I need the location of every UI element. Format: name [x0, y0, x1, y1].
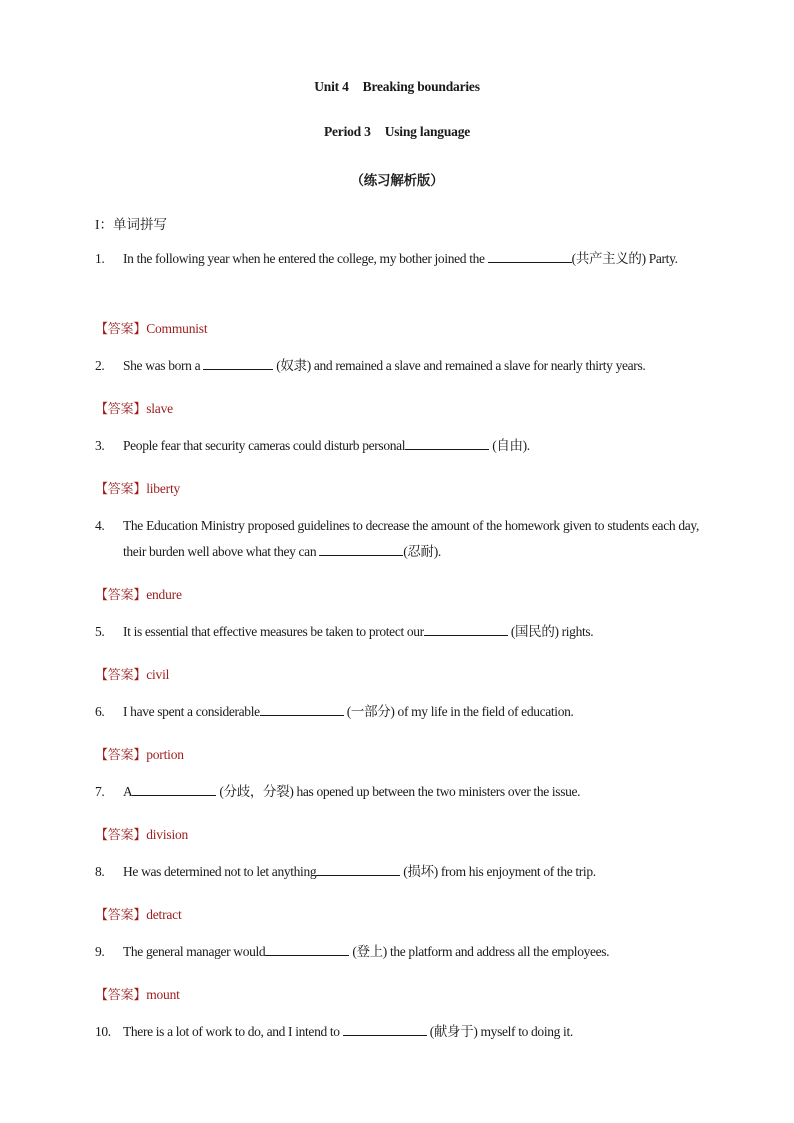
question-item [95, 939, 699, 965]
answer-blank [405, 437, 489, 450]
question-number: 3. [95, 438, 105, 453]
answer-line [95, 398, 173, 417]
question-number: 4. [95, 518, 105, 533]
answer-label: 【答案】 [95, 322, 147, 337]
answer-value: liberty [146, 481, 181, 496]
answer-line [95, 664, 169, 683]
question-number: 8. [95, 864, 105, 879]
answer-value: slave [146, 401, 173, 416]
answer-label: 【答案】 [95, 402, 147, 417]
answer-value: endure [146, 587, 182, 602]
question-text: People fear that security cameras could disturb personal (自由). [123, 438, 530, 453]
question-item [95, 779, 699, 805]
answer-label: 【答案】 [95, 988, 147, 1003]
question-number: 6. [95, 704, 105, 719]
question-number: 7. [95, 784, 105, 799]
answer-label: 【答案】 [95, 588, 147, 603]
unit-number: Unit 4 [314, 79, 349, 94]
answer-blank [343, 1023, 427, 1036]
question-text: In the following year when he entered the college, my bother joined the (共产主义的) Party. [123, 251, 678, 266]
question-text: The general manager would (登上) the platform and address all the employees. [123, 944, 610, 959]
question-text: He was determined not to let anything (损坏) from his enjoyment of the trip. [123, 864, 596, 879]
question-number: 10. [95, 1024, 111, 1039]
question-item [95, 513, 699, 565]
question-item [95, 699, 699, 725]
answer-blank [132, 783, 216, 796]
answer-line [95, 478, 180, 497]
period-number: Period 3 [323, 124, 371, 139]
unit-heading [0, 79, 794, 95]
answer-blank [203, 357, 273, 370]
question-item [95, 246, 699, 272]
question-item [95, 1019, 699, 1045]
question-item [95, 353, 699, 379]
section-title: I：单词拼写 [95, 217, 167, 232]
question-number: 9. [95, 944, 105, 959]
period-title: Using language [384, 124, 471, 139]
answer-line [95, 824, 188, 843]
period-heading [0, 124, 794, 140]
version-note: （练习解析版） [350, 173, 444, 188]
answer-line [95, 984, 180, 1003]
answer-value: mount [146, 987, 180, 1002]
question-text: She was born a (奴隶) and remained a slave and remained a slave for nearly thirty years. [123, 358, 646, 373]
answer-value: Communist [146, 321, 208, 336]
answer-blank [319, 543, 403, 556]
answer-blank [265, 943, 349, 956]
question-text: The Education Ministry proposed guidelines to decrease the amount of the homework given to students each day, their burden well above what they can (忍耐). [123, 518, 699, 559]
answer-line [95, 904, 182, 923]
answer-label: 【答案】 [95, 482, 147, 497]
question-item [95, 859, 699, 885]
answer-blank [424, 623, 508, 636]
question-text: I have spent a considerable (一部分) of my life in the field of education. [123, 704, 574, 719]
answer-label: 【答案】 [95, 668, 147, 683]
answer-value: detract [146, 907, 182, 922]
question-text: A (分歧，分裂) has opened up between the two ministers over the issue. [123, 784, 581, 799]
answer-value: civil [146, 667, 170, 682]
question-text: There is a lot of work to do, and I intend to (献身于) myself to doing it. [123, 1024, 573, 1039]
question-number: 1. [95, 251, 105, 266]
answer-line [95, 744, 184, 763]
answer-value: portion [146, 747, 184, 762]
unit-title: Breaking boundaries [362, 79, 480, 94]
answer-value: division [146, 827, 189, 842]
answer-blank [260, 703, 344, 716]
question-item [95, 433, 699, 459]
answer-line [95, 318, 207, 337]
answer-blank [488, 250, 572, 263]
question-item [95, 619, 699, 645]
question-text: It is essential that effective measures be taken to protect our (国民的) rights. [123, 624, 594, 639]
answer-line [95, 584, 182, 603]
answer-label: 【答案】 [95, 828, 147, 843]
question-number: 5. [95, 624, 105, 639]
question-number: 2. [95, 358, 105, 373]
answer-label: 【答案】 [95, 748, 147, 763]
answer-label: 【答案】 [95, 908, 147, 923]
answer-blank [316, 863, 400, 876]
